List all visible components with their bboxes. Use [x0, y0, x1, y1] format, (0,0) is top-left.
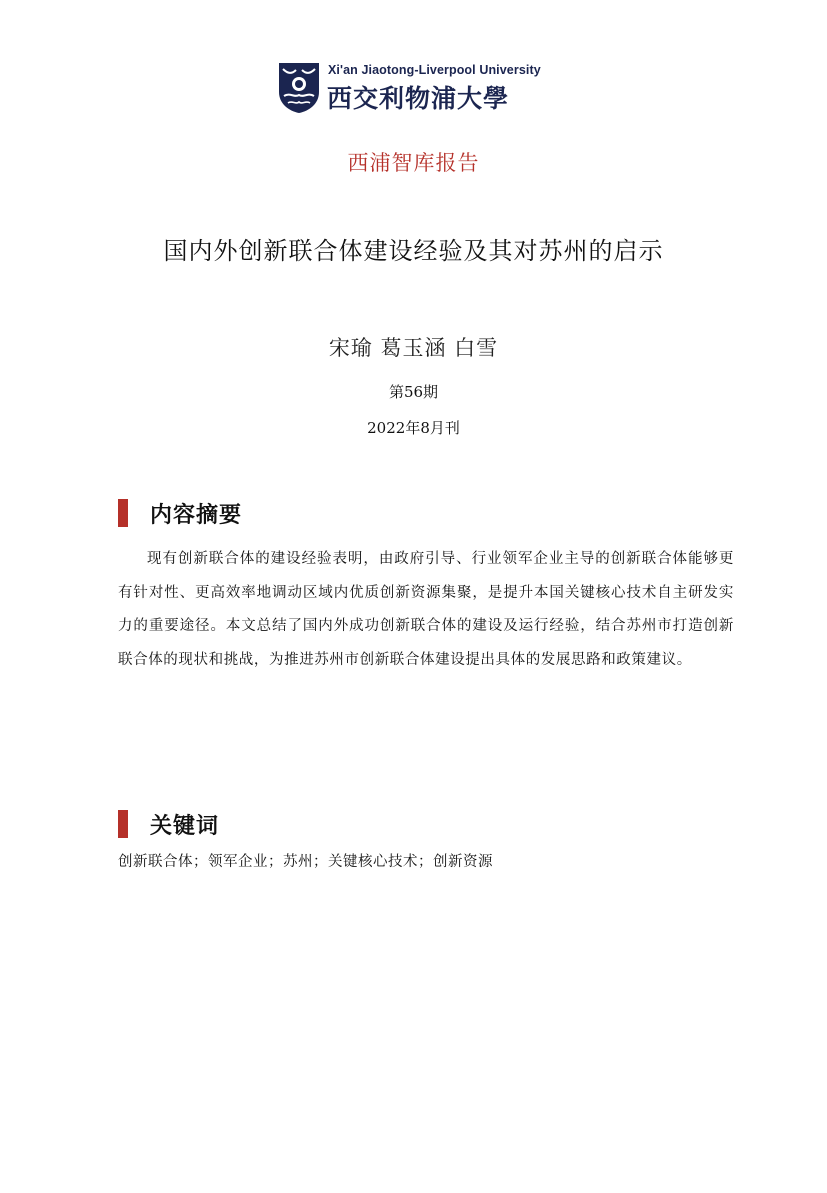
report-date: 2022年8月刊	[367, 419, 460, 437]
university-name-cn: 西交利物浦大學	[327, 84, 510, 113]
university-crest-icon	[278, 62, 320, 114]
section-marker-bar	[118, 499, 128, 527]
report-series: 西浦智库报告	[347, 151, 480, 175]
abstract-text: 现有创新联合体的建设经验表明，由政府引导、行业领军企业主导的创新联合体能够更有针对性、更高效率地调动区域内优质创新资源集聚，是提升本国关键核心技术自主研发实力的重要途径。本文总结了国内外成功创新联合体的建设及运行经验，结合苏州市打造创新联合体的现状和挑战，为推进苏州市创新联合体建设提出具体的发展思路和政策建议。	[118, 551, 734, 668]
university-name-en: Xi'an Jiaotong-Liverpool University	[328, 63, 541, 77]
report-authors: 宋瑜 葛玉涵 白雪	[328, 336, 499, 360]
abstract-heading: 内容摘要	[150, 502, 243, 528]
section-marker-bar	[118, 810, 128, 838]
keywords-text: 创新联合体；领军企业；苏州；关键核心技术；创新资源	[118, 854, 493, 870]
report-title: 国内外创新联合体建设经验及其对苏州的启示	[163, 237, 664, 265]
report-issue: 第56期	[388, 383, 439, 401]
keywords-heading: 关键词	[150, 813, 220, 839]
university-logo	[278, 60, 558, 116]
